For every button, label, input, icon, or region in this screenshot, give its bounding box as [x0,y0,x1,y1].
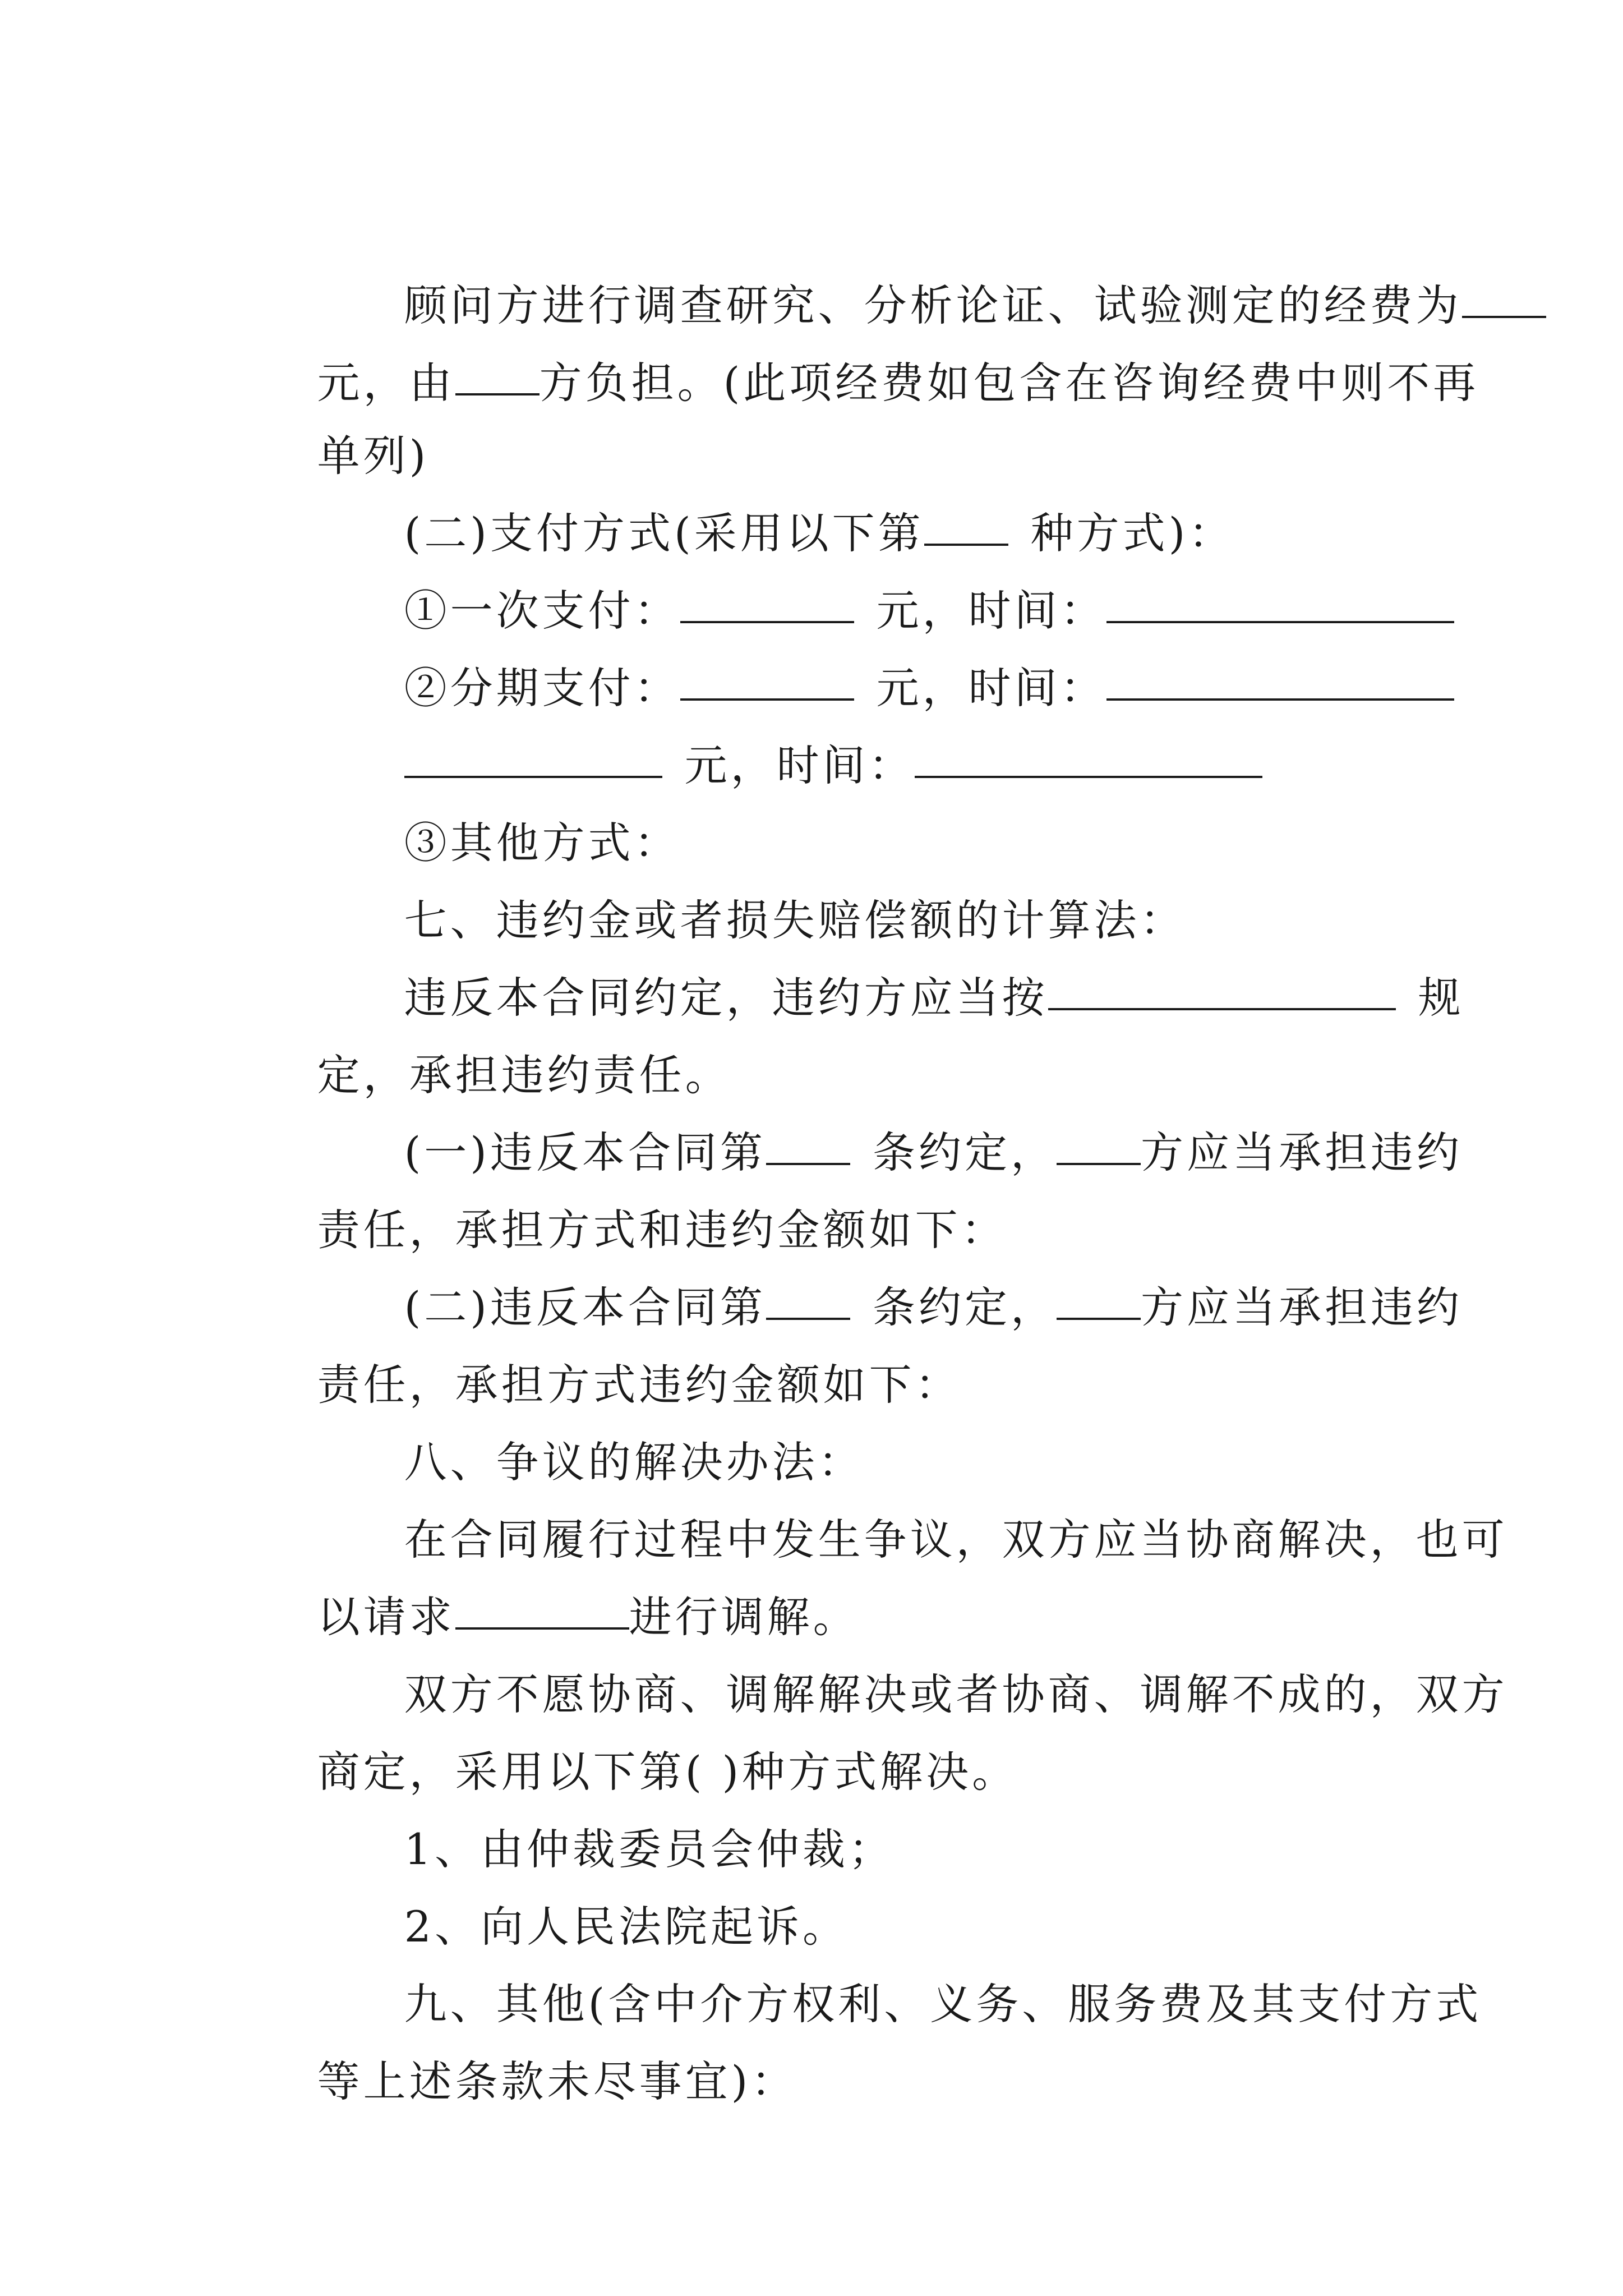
line-text: 定，承担违约责任。 [317,1050,731,1100]
text-line [336,1447,1508,1565]
text-line [250,1138,1007,1255]
line-text: 在合同履行过程中发生争议，双方应当协商解决，也可 [404,1515,1508,1565]
line-text: 双方不愿协商、调解解决或者协商、调解不成的，双方 [404,1669,1508,1719]
text-line [250,1989,797,2106]
line-text: 种方式)： [1030,508,1235,558]
line-text: 九、其他(含中介方权利、义务、服务费及其支付方式 [404,1979,1482,2029]
fill-blank [1057,1275,1141,1320]
fill-blank [915,733,1262,778]
text-line [336,751,680,868]
text-line [336,1215,1463,1332]
line-text: 2、向人民法院起诉。 [404,1902,849,1952]
text-line [336,905,1464,1023]
list-item [336,1834,849,1952]
line-text: 进行调解。 [629,1592,859,1642]
line-text: 以请求 [317,1592,455,1642]
line-text: (二)违反本合同第 [404,1282,766,1332]
text-line [336,213,1546,330]
text-line [250,1680,1018,1797]
line-text: 1、由仲裁委员会仲裁； [404,1824,895,1874]
fill-blank [1057,1120,1141,1165]
line-text: 元，时间： [876,663,1106,713]
line-text: 条约定， [872,1282,1057,1332]
line-text: (二)支付方式(采用以下第 [404,508,924,558]
text-line [250,1525,859,1642]
line-text: 元，时间： [876,586,1106,636]
line-text: 单列) [317,431,430,481]
section-heading [336,828,1186,945]
line-text: 元，由 [317,358,455,408]
section-heading [336,1912,1482,2029]
text-line [250,291,1479,408]
fill-blank [455,351,540,395]
line-text: 违反本合同约定，违约方应当按 [404,973,1048,1023]
line-text: 责任，承担方式和违约金额如下： [317,1205,1007,1255]
fill-blank [1048,965,1396,1010]
line-text: 元，时间： [684,740,915,790]
line-text: 顾问方进行调查研究、分析论证、试验测定的经费为 [404,280,1462,330]
line-text: 责任，承担方式违约金额如下： [317,1360,961,1410]
line-text: 规 [1418,973,1464,1023]
line-text: 八、争议的解决办法： [404,1437,864,1487]
line-text: (一)违反本合同第 [404,1128,766,1177]
line-text: ①一次支付： [404,586,680,636]
section-heading [336,1370,864,1487]
text-line [336,1060,1463,1177]
line-text: 方负担。(此项经费如包含在咨询经费中则不再 [539,358,1479,408]
line-text: 等上述条款未尽事宜)： [317,2056,797,2106]
line-text: 条约定， [872,1128,1057,1177]
text-line [336,1602,1508,1719]
line-text: 方应当承担违约 [1140,1128,1463,1177]
line-text: ③其他方式： [404,818,680,868]
list-item [336,1757,895,1874]
text-line [250,1292,961,1410]
line-text: ②分期支付： [404,663,680,713]
line-text: 七、违约金或者损失赔偿额的计算法： [404,895,1186,945]
text-line [250,364,430,481]
line-text: 商定，采用以下第( )种方式解决。 [317,1747,1018,1797]
text-line [336,596,1454,713]
text-line [336,441,1235,558]
text-line [250,983,731,1100]
text-line [336,673,1262,790]
line-text: 方应当承担违约 [1140,1282,1463,1332]
text-line [336,518,1454,636]
